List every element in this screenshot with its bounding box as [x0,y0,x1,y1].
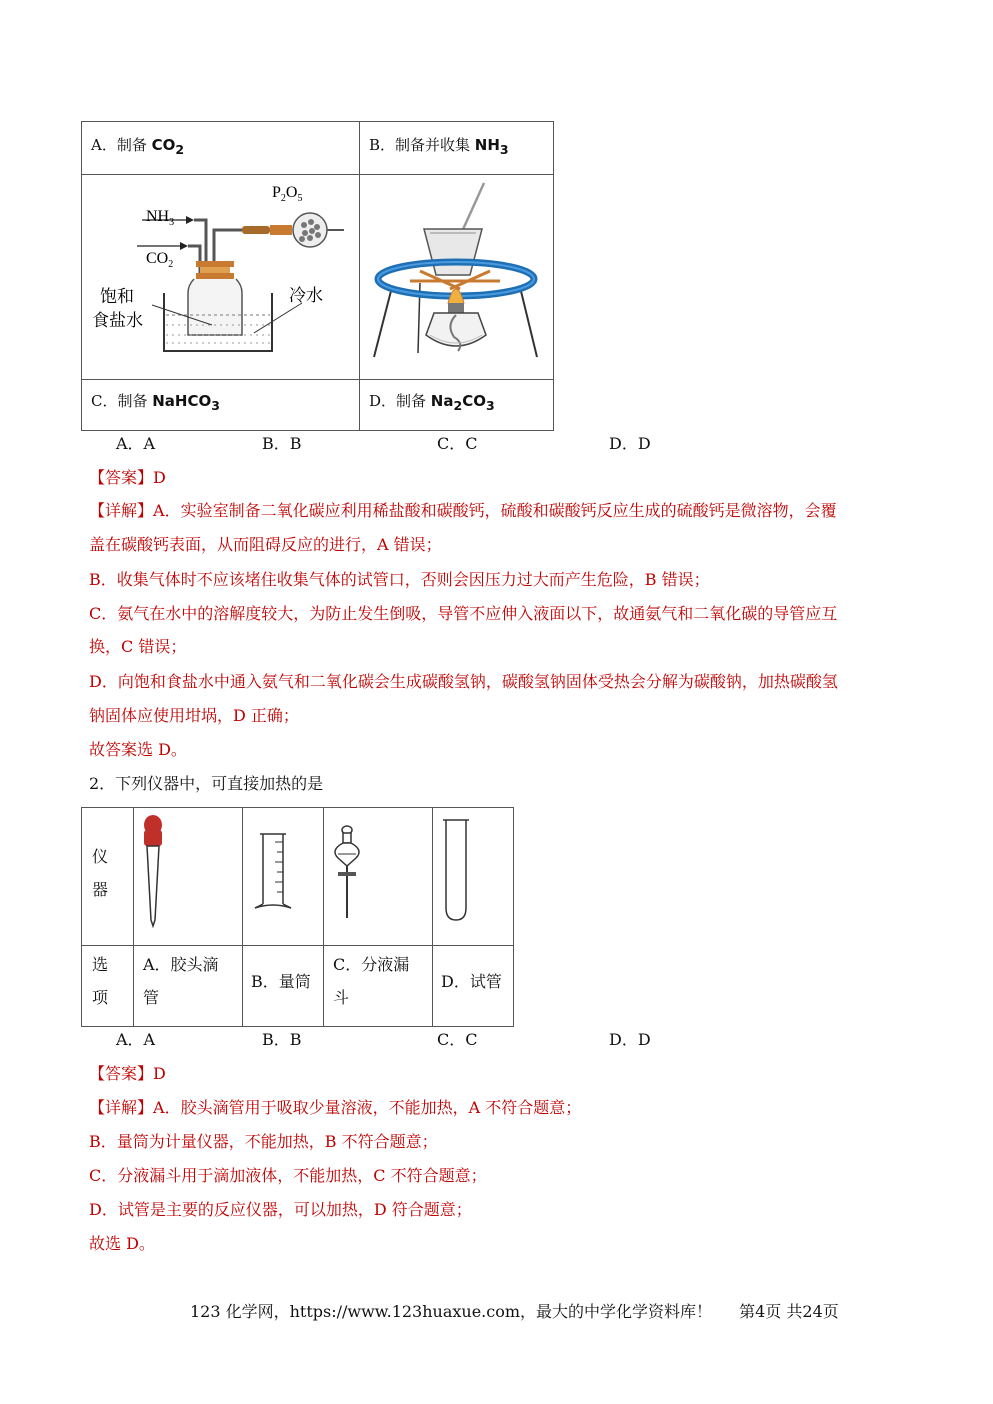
q2-option-d: D．D [609,1030,651,1049]
q2-opt-a-cell [133,945,243,1027]
q1-explain-line-7: 钠固体应使用坩埚，D 正确； [89,706,299,725]
q1-cell-d-image [359,174,554,380]
separatory-funnel-icon [324,808,432,945]
q2-opt-b-cell [242,945,324,1027]
nh3-label: $NH_3$ [146,208,175,228]
cold-water-label: 冷水 [289,286,323,305]
q1-explain-line-1: 【详解】A．实验室制备二氧化碳应利用稀盐酸和碳酸钙，硫酸和碳酸钙反应生成的硫酸钙是微溶物，会覆 [89,501,837,520]
q2-explain-line-3: C．分液漏斗用于滴加液体，不能加热，C 不符合题意； [89,1166,487,1185]
brine-label-line2: 食盐水 [92,311,143,330]
q2-option-b: B．B [262,1030,302,1049]
q2-row2-header [81,945,134,1027]
q2-explain-line-1: 【详解】A．胶头滴管用于吸取少量溶液，不能加热，A 不符合题意； [89,1098,582,1117]
q2-explain-line-4: D．试管是主要的反应仪器，可以加热，D 符合题意； [89,1200,472,1219]
q2-img-funnel [323,807,433,946]
q1-option-a: A．A [116,434,156,453]
q2-opt-d-cell [432,945,514,1027]
q1-answer: 【答案】D [89,468,166,487]
q1-explain-line-2: 盖在碳酸钙表面，从而阻碍反应的进行，A 错误； [89,535,442,554]
brine-label-line1: 饱和 [100,287,134,306]
q2-option-c: C．C [437,1030,478,1049]
q2-opt-c-text: C．分液漏 斗 [333,955,410,1007]
q2-answer: 【答案】D [89,1064,166,1083]
q1-cell-a-label: A．制备 $CO_2$ [91,136,185,157]
q1-cell-b-label: B．制备并收集 $NH_3$ [369,136,509,157]
q2-opt-c-cell [323,945,433,1027]
dropper-icon [134,808,242,945]
co2-label: $CO_2$ [146,250,174,270]
q1-cell-b [359,121,554,175]
q2-row1-header-text: 仪 器 [92,847,109,899]
q1-option-b: B．B [262,434,302,453]
q2-opt-a-text: A．胶头滴 管 [143,955,219,1007]
q1-cell-c [81,379,360,431]
graduated-cylinder-icon [243,808,323,945]
q1-explain-line-4: C．氨气在水中的溶解度较大，为防止发生倒吸，导管不应伸入液面以下，故通氨气和二氧化碳的导管应互 [89,604,838,623]
q1-cell-c-image [81,174,360,380]
q1-option-c: C．C [437,434,478,453]
q1-cell-a [81,121,360,175]
crucible-heating-diagram [360,175,553,379]
q1-explain-line-8: 故答案选 D。 [89,740,187,759]
nahco3-apparatus-diagram [82,175,359,379]
q1-explain-line-5: 换，C 错误； [89,637,187,656]
q1-cell-c-label: C．制备 NaHCO$_3$ [91,392,220,413]
q2-option-a: A．A [116,1030,156,1049]
q2-opt-b-text: B．量筒 [251,972,311,991]
q1-cell-d [359,379,554,431]
q2-row1-header [81,807,134,946]
q2-img-test-tube [432,807,514,946]
q1-explain-line-3: B．收集气体时不应该堵住收集气体的试管口，否则会因压力过大而产生危险，B 错误； [89,570,710,589]
q2-explain-line-5: 故选 D。 [89,1234,155,1253]
q2-row2-header-text: 选 项 [92,955,109,1007]
q1-cell-d-label: D．制备 $Na_2CO_3$ [369,392,495,413]
q1-explain-line-6: D．向饱和食盐水中通入氨气和二氧化碳会生成碳酸氢钠，碳酸氢钠固体受热会分解为碳酸钠，加热碳酸氢 [89,672,838,691]
q2-img-dropper [133,807,243,946]
test-tube-icon [433,808,513,945]
q2-opt-d-text: D．试管 [441,972,502,991]
q2-img-cylinder [242,807,324,946]
page-footer [190,1299,839,1322]
q2-stem: 2．下列仪器中，可直接加热的是 [89,774,324,793]
footer-page-number: 第4页 共24页 [739,1302,839,1321]
p2o5-label: $P_2O_5$ [272,184,303,204]
q2-explain-line-2: B．量筒为计量仪器，不能加热，B 不符合题意； [89,1132,438,1151]
footer-site-text: 123 化学网，https://www.123huaxue.com，最大的中学化学资料库！ [190,1302,713,1321]
q1-option-d: D．D [609,434,651,453]
